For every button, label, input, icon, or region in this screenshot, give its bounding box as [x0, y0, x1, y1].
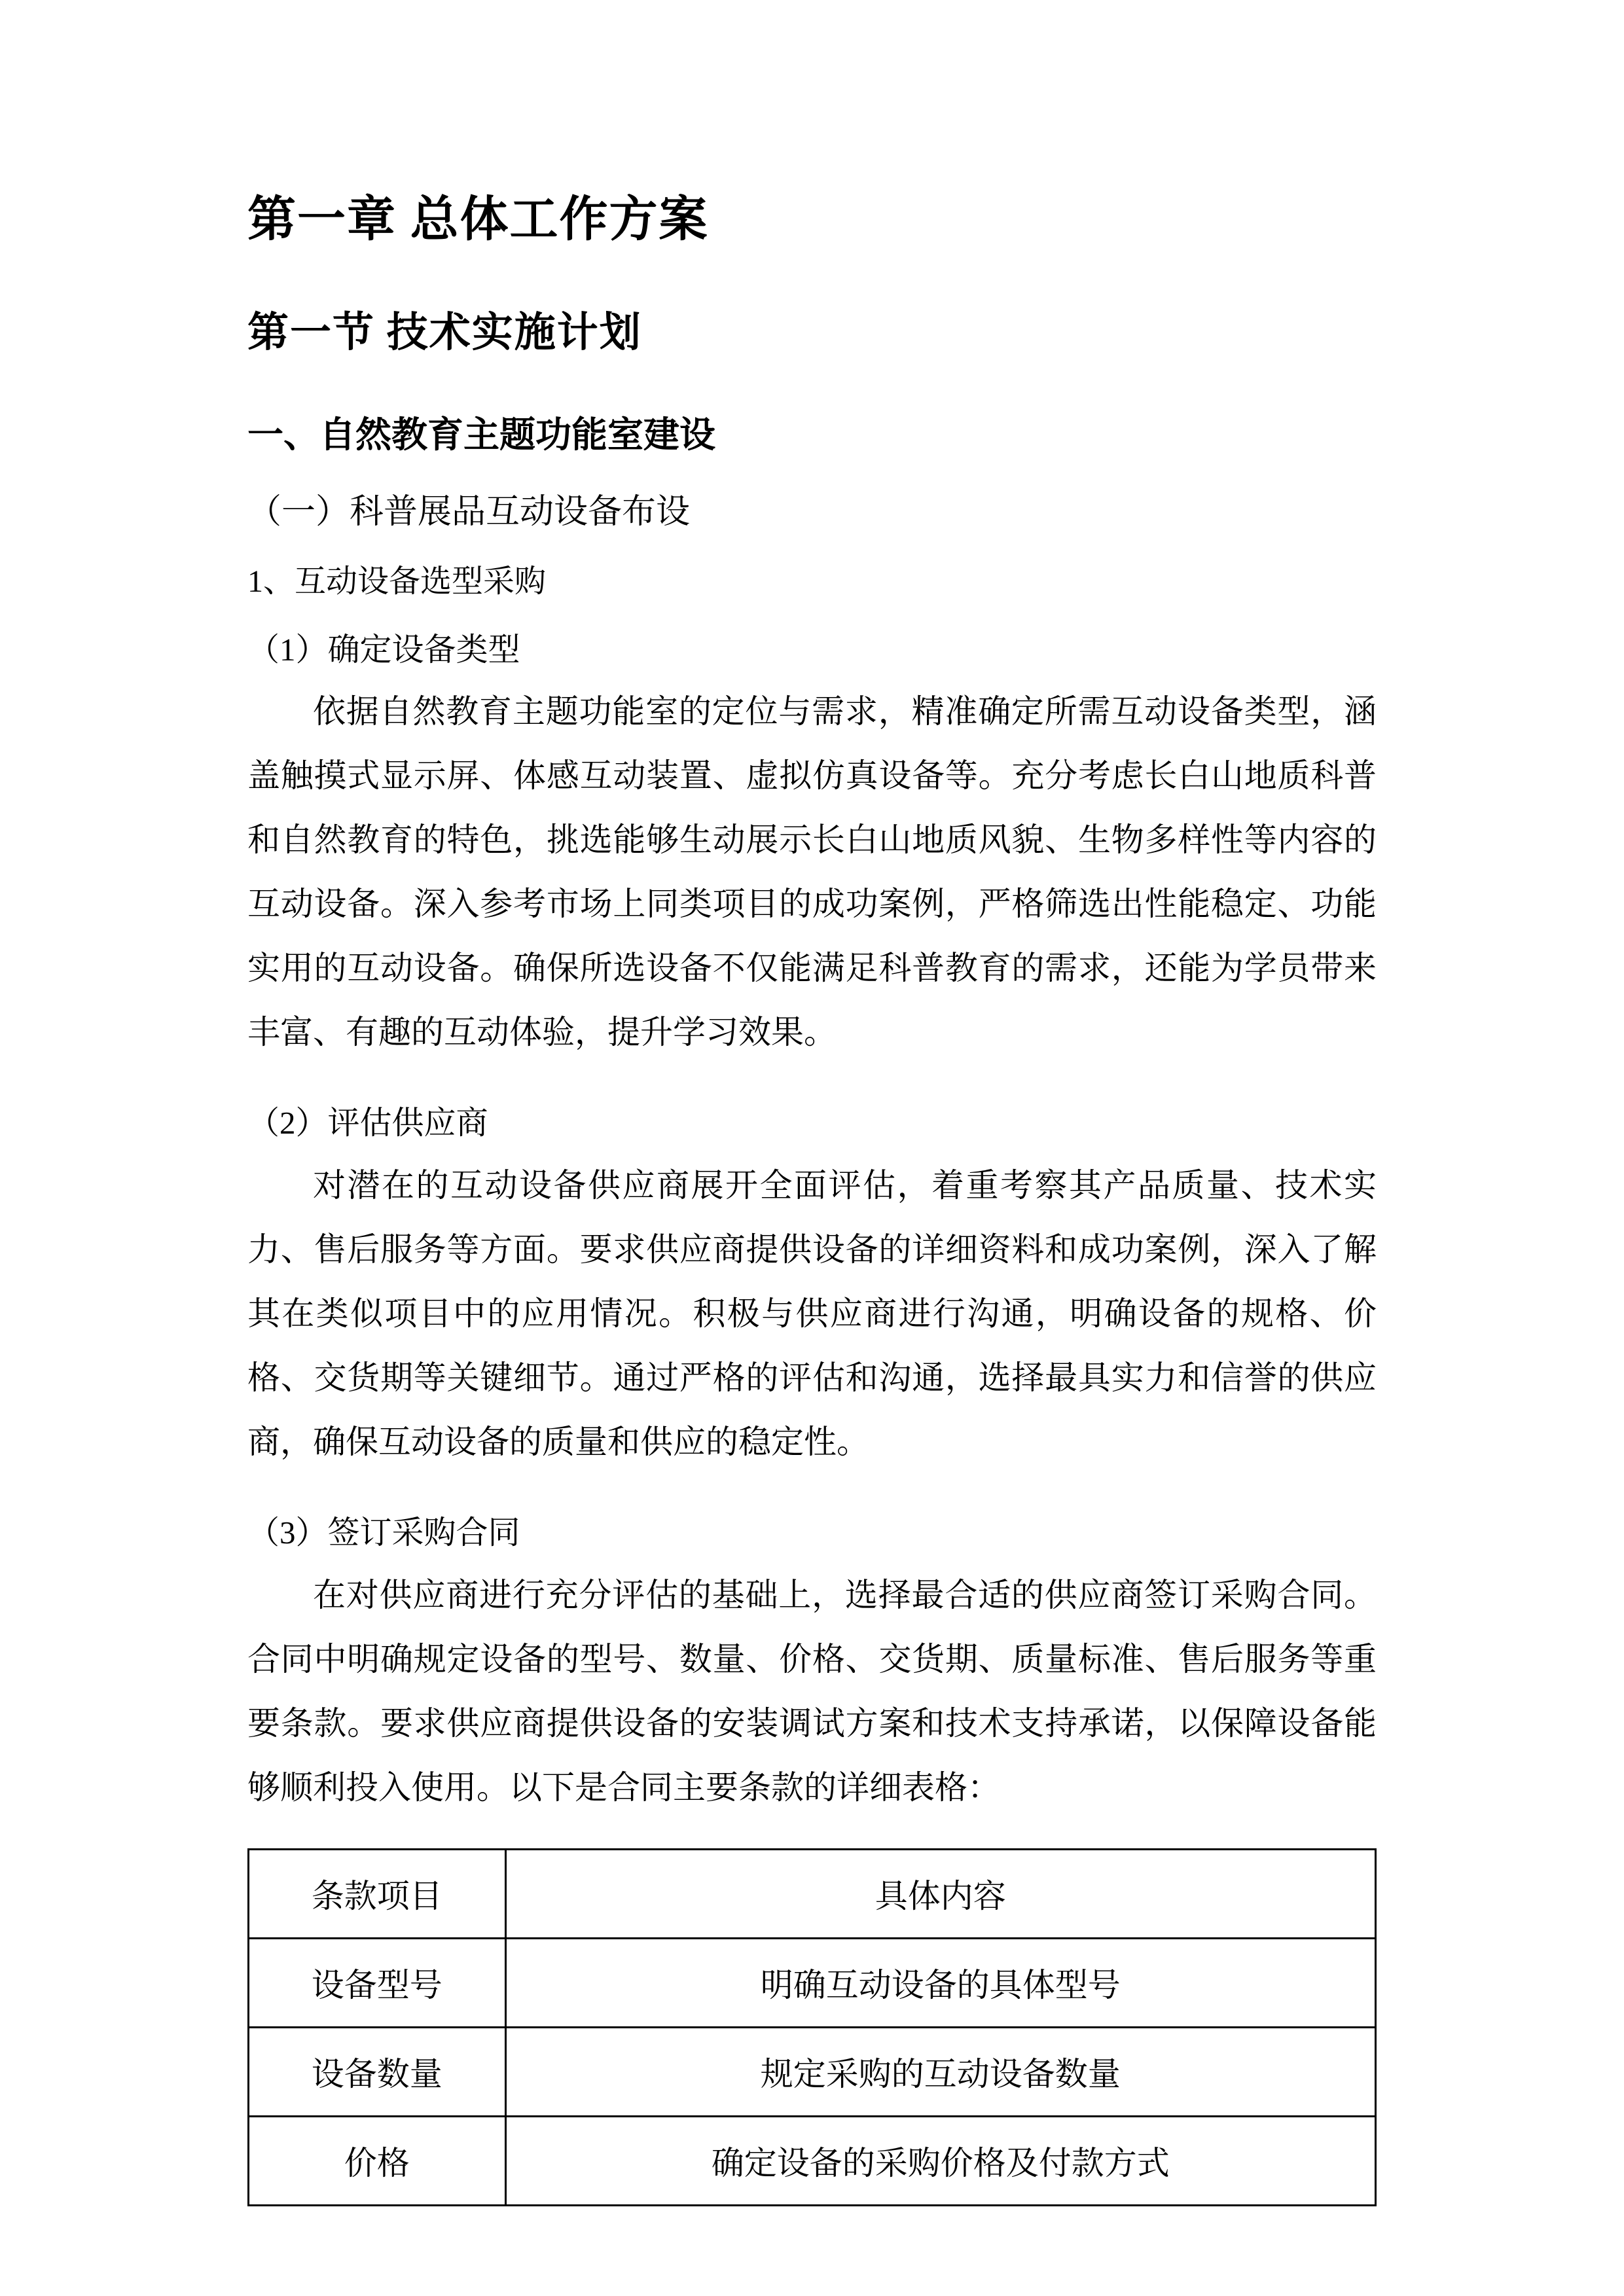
paragraph-3: 在对供应商进行充分评估的基础上，选择最合适的供应商签订采购合同。合同中明确规定设备的型号、数量、价格、交货期、质量标准、售后服务等重要条款。要求供应商提供设备的安装调试方案和技术支持承诺，以保障设备能够顺利投入使用。以下是合同主要条款的详细表格：	[247, 1576, 1377, 1806]
contract-terms-table	[247, 1848, 1377, 2206]
table-cell-content: 明确互动设备的具体型号	[505, 1938, 1375, 2027]
table-row	[249, 2116, 1376, 2205]
heading-level-1: 一、自然教育主题功能室建设	[247, 415, 716, 456]
table-header-row	[249, 1849, 1376, 1938]
table-header-item: 条款项目	[249, 1849, 506, 1938]
table-row	[249, 2027, 1376, 2116]
heading-level-3: 1、互动设备选型采购	[247, 564, 547, 600]
subheading-2: （2）评估供应商	[247, 1105, 488, 1141]
table-header-content: 具体内容	[505, 1849, 1375, 1938]
paragraph-2: 对潜在的互动设备供应商展开全面评估，着重考察其产品质量、技术实力、售后服务等方面。要求供应商提供设备的详细资料和成功案例，深入了解其在类似项目中的应用情况。积极与供应商进行沟通，明确设备的规格、价格、交货期等关键细节。通过严格的评估和沟通，选择最具实力和信誉的供应商，确保互动设备的质量和供应的稳定性。	[247, 1167, 1377, 1461]
table-cell-item: 价格	[249, 2116, 506, 2205]
table-cell-content: 确定设备的采购价格及付款方式	[505, 2116, 1375, 2205]
subheading-3: （3）签订采购合同	[247, 1515, 520, 1551]
table-cell-content: 规定采购的互动设备数量	[505, 2027, 1375, 2116]
table-cell-item: 设备型号	[249, 1938, 506, 2027]
chapter-title: 第一章 总体工作方案	[247, 193, 709, 247]
section-title: 第一节 技术实施计划	[247, 309, 642, 355]
table-row	[249, 1938, 1376, 2027]
paragraph-1: 依据自然教育主题功能室的定位与需求，精准确定所需互动设备类型，涵盖触摸式显示屏、体感互动装置、虚拟仿真设备等。充分考虑长白山地质科普和自然教育的特色，挑选能够生动展示长白山地质风貌、生物多样性等内容的互动设备。深入参考市场上同类项目的成功案例，严格筛选出性能稳定、功能实用的互动设备。确保所选设备不仅能满足科普教育的需求，还能为学员带来丰富、有趣的互动体验，提升学习效果。	[247, 693, 1377, 1051]
subheading-1: （1）确定设备类型	[247, 631, 520, 668]
heading-level-2: （一）科普展品互动设备布设	[247, 493, 691, 531]
table-cell-item: 设备数量	[249, 2027, 506, 2116]
